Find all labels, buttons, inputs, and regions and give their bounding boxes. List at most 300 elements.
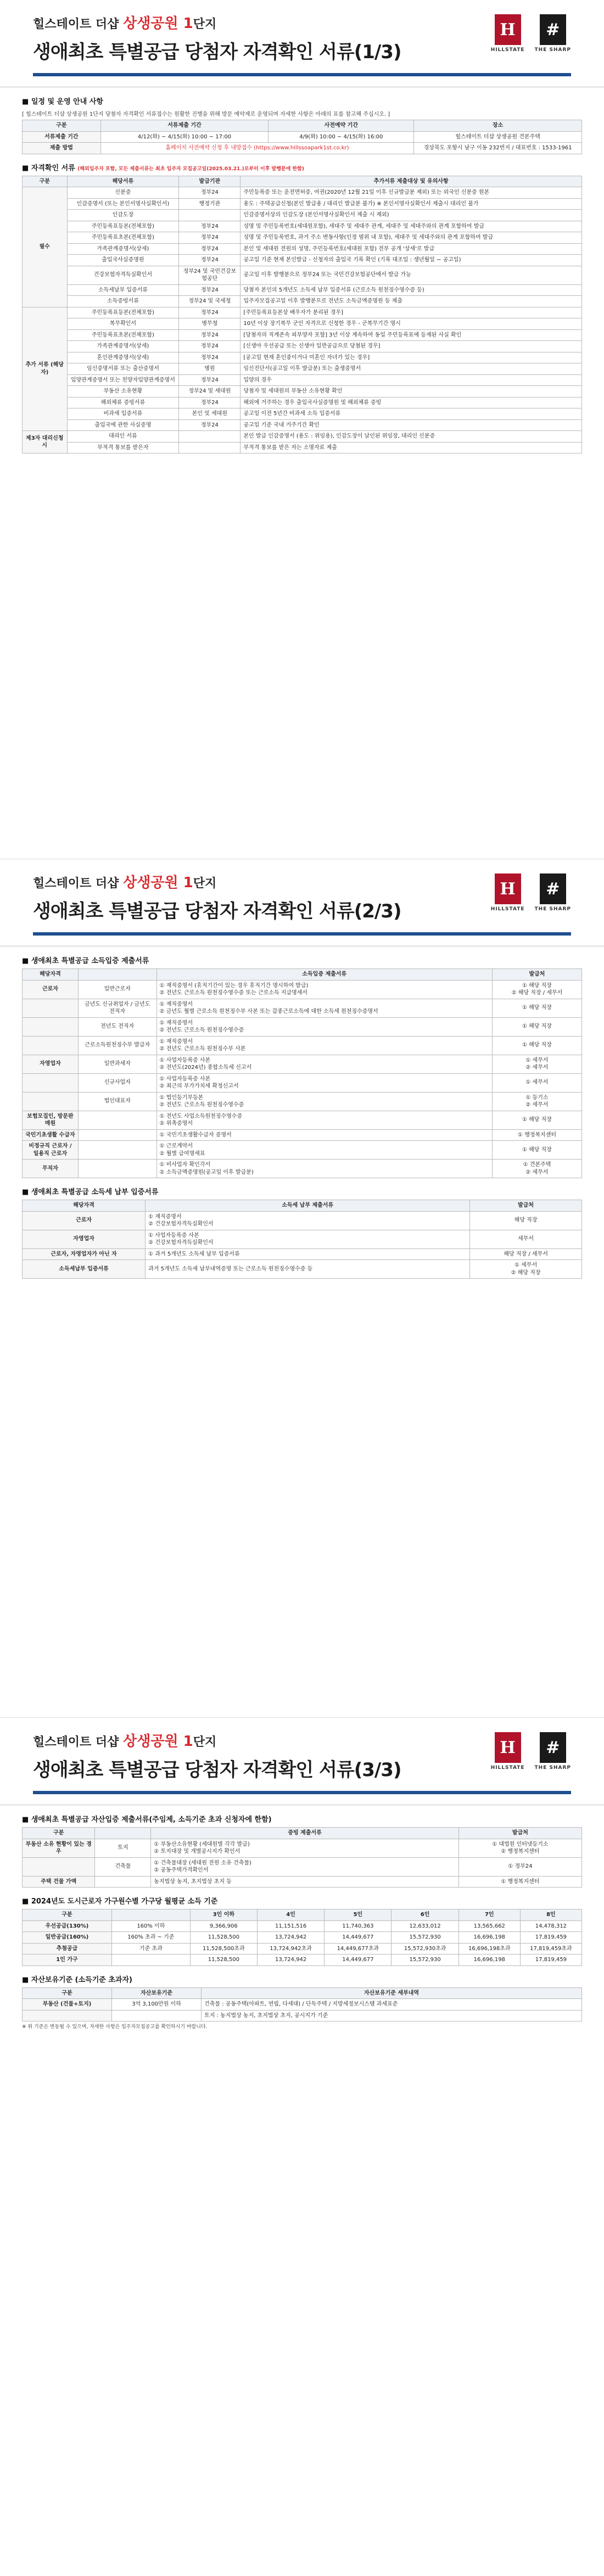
- table-row: [23, 243, 582, 255]
- table-row: [23, 341, 582, 352]
- col-header: 8인: [520, 1909, 581, 1921]
- col-header: 추가서류 제출대상 및 유의사항: [241, 176, 582, 187]
- cell: ① 행정복지센터: [492, 1129, 581, 1141]
- cell: 자영업자: [23, 1230, 146, 1248]
- cell: 공고일 이전 5년간 비과세 소득 입증서류: [241, 408, 582, 420]
- docs-table: [22, 176, 582, 454]
- cell: 13,724,942: [257, 1955, 324, 1966]
- cell: ① 행정복지센터: [458, 1876, 581, 1888]
- cell: 주민등록표초본(전체포함): [67, 329, 179, 341]
- table-row: [23, 1073, 582, 1092]
- table-row: [23, 397, 582, 408]
- table-row: [23, 198, 582, 210]
- header-bar: [33, 932, 571, 936]
- col-header: [112, 1909, 191, 1921]
- cell: 복무확인서: [67, 318, 179, 330]
- col-header: 발급처: [458, 1828, 581, 1839]
- logos: [491, 14, 571, 53]
- cell: 입양의 경우: [241, 374, 582, 386]
- table-row: [23, 386, 582, 397]
- cell: 출입국에 관한 사실증명: [67, 419, 179, 431]
- cell: 4/9(화) 10:00 ~ 4/15(화) 16:00: [269, 131, 414, 143]
- cell: 비정규직 근로자 / 일용직 근로자: [23, 1141, 79, 1160]
- col-header: 발급기관: [179, 176, 241, 187]
- cell: 9,366,906: [190, 1920, 257, 1932]
- cell: 부동산 소유 현황이 있는 경우: [23, 1839, 95, 1857]
- cell: 해당 직장 / 세무서: [470, 1248, 582, 1260]
- asset-criteria-section: [22, 1974, 582, 2031]
- cell: 11,528,500: [190, 1955, 257, 1966]
- group-label: 추가 서류 (해당자): [23, 307, 68, 431]
- table-row: [23, 1141, 582, 1160]
- cell: 신규사업자: [78, 1073, 156, 1092]
- page-header: [0, 859, 604, 947]
- cell: 11,740,363: [325, 1920, 392, 1932]
- cell: 출입국사실증명원: [67, 255, 179, 266]
- asset-criteria-heading: ■ 자산보유기준 (소득기준 초과자): [22, 1974, 582, 1984]
- cell: 공고일 기준 국내 거주기간 확인: [241, 419, 582, 431]
- cell: 보험모집인, 방문판매원: [23, 1111, 79, 1129]
- table-row: [23, 419, 582, 431]
- assets-table: [22, 1827, 582, 1888]
- thesharp-logo: [535, 1732, 571, 1771]
- cell: 임신진단서(공고일 이후 발급분) 또는 출생증명서: [241, 363, 582, 375]
- table-row: [23, 1230, 582, 1248]
- cell: 우선공급(130%): [23, 1920, 112, 1932]
- cell: 금년도 신규취업자 / 금년도 전직자: [78, 999, 156, 1017]
- cell: ① 재직증명서 ② 전년도 근로소득 원천징수영수증: [156, 1017, 492, 1036]
- cell: 공고일 기준 현재 본인발급 - 신청자의 출입국 기록 확인 (기록 대조일 : 생년월일 ~ 공고일): [241, 255, 582, 266]
- cell: ① 해당 직장: [492, 999, 581, 1017]
- cell: [78, 1141, 156, 1160]
- table-row: [23, 143, 582, 154]
- subtitle-post: 단지: [193, 1735, 217, 1749]
- docs-heading-note: (해외입주자 포함, 모든 제출서류는 최초 입주자 모집공고일(2025.03.21.)로부터 이후 발행분에 한함): [77, 166, 304, 172]
- cell: 행정기관: [179, 198, 241, 210]
- page-header: [0, 1718, 604, 1806]
- table-row: [23, 187, 582, 199]
- cell: 신분증: [67, 187, 179, 199]
- cell: ① 해당 직장: [492, 1141, 581, 1160]
- cell: 정부24: [179, 341, 241, 352]
- cell: 12,633,012: [392, 1920, 458, 1932]
- table-row: [23, 1943, 582, 1955]
- hillstate-logo: [491, 873, 525, 912]
- cell: 주민등록증 또는 운전면허증, 여권(2020년 12월 21일 이후 신규발급분 제외) 또는 외국인 신분증 원본: [241, 187, 582, 199]
- cell: 정부24 및 국세청: [179, 296, 241, 307]
- cell: [23, 2010, 112, 2021]
- col-header: 소득입증 제출서류: [156, 969, 492, 981]
- table-row: [23, 131, 582, 143]
- cell: 당첨자 및 세대원의 부동산 소유현황 확인: [241, 386, 582, 397]
- table-row: [23, 1999, 582, 2011]
- cell: 정부24: [179, 187, 241, 199]
- cell: ① 대법원 인터넷등기소 ② 행정복지센터: [458, 1839, 581, 1857]
- cell: 임신증명서류 또는 출산증명서: [67, 363, 179, 375]
- cell: 3억 3,100만원 이하: [112, 1999, 202, 2011]
- col-header: 해당자격: [23, 1200, 146, 1212]
- assets-heading: ■ 생애최초 특별공급 자산입증 제출서류(주임제, 소득기준 초과 신청자에 한함): [22, 1813, 582, 1824]
- cell: 주민등록표초본(전체포함): [67, 232, 179, 244]
- thesharp-caption: THE SHARP: [534, 906, 571, 912]
- table-row: [23, 1248, 582, 1260]
- table-row: [23, 352, 582, 363]
- table-row: [23, 1932, 582, 1944]
- cell: 당첨자 본인의 5개년도 소득세 납부 입증서류 (근로소득 원천징수영수증 등): [241, 284, 582, 296]
- cell: [23, 1017, 79, 1036]
- cell: 14,449,677초과: [325, 1943, 392, 1955]
- cell: 세무서: [470, 1230, 582, 1248]
- table-row: [23, 266, 582, 284]
- cell: 17,819,459초과: [520, 1943, 581, 1955]
- cell: 건축물 : 공동주택(아파트, 연립, 다세대) / 단독주택 / 지방세정보시스템 과세표준: [202, 1999, 582, 2011]
- col-header: 6인: [392, 1909, 458, 1921]
- subtitle-red: 상생공원 1: [123, 875, 193, 891]
- hillstate-caption: HILLSTATE: [490, 1765, 525, 1771]
- schedule-section: [22, 96, 582, 154]
- cell: 건축물: [95, 1857, 151, 1876]
- col-header: 발급처: [492, 969, 581, 981]
- assets-section: [22, 1813, 582, 1888]
- cell: [95, 1876, 151, 1888]
- cell: 16,696,198: [458, 1955, 520, 1966]
- cell: 부동산 (건물+토지): [23, 1999, 112, 2011]
- cell: 용도 : 주택공급신청(본인 발급용 / 대리인 발급분 불가) ※ 본인서명사실확인서 제출시 대리인 불가: [241, 198, 582, 210]
- cell: 4/12(화) ~ 4/15(화) 10:00 ~ 17:00: [100, 131, 269, 143]
- cell: ① 건축물대장 (세대원 전원 소유 건축물) ② 공동주택가격확인서: [151, 1857, 458, 1876]
- cell: [112, 1955, 191, 1966]
- col-header: 구분: [23, 1909, 112, 1921]
- cell: 비과세 입증서류: [67, 408, 179, 420]
- cell: 성명 및 주민등록번호(세대원포함), 세대주 및 세대주 관계, 세대주 및 세대주와의 관계 포함하여 발급: [241, 221, 582, 232]
- cell: 일반공급(160%): [23, 1932, 112, 1944]
- col-header: 발급처: [470, 1200, 582, 1212]
- cell: 공고일 이후 발행분으로 정부24 또는 국민건강보험공단에서 발급 가능: [241, 266, 582, 284]
- cell: [78, 1160, 156, 1178]
- cell: [23, 1857, 95, 1876]
- footnote: ※ 위 기준은 변동될 수 있으며, 자세한 사항은 입주자모집공고를 확인하시기 바랍니다.: [22, 2024, 208, 2030]
- threshold-table: [22, 1909, 582, 1966]
- table-row: [23, 318, 582, 330]
- cell: 인감증명서상의 인감도장 (본인서명사실확인서 제출 시 제외): [241, 210, 582, 221]
- table-row: [23, 374, 582, 386]
- cell: ① 국민기초생활수급자 증명서: [156, 1129, 492, 1141]
- hillstate-caption: HILLSTATE: [490, 47, 525, 53]
- table-row: [23, 442, 582, 453]
- cell: 14,478,312: [520, 1920, 581, 1932]
- cell: 소득세납부 입증서류: [23, 1260, 146, 1279]
- cell: 일반과세자: [78, 1055, 156, 1073]
- subtitle-red: 상생공원 1: [123, 15, 193, 32]
- cell: 정부24: [179, 329, 241, 341]
- cell: ① 해당 직장: [492, 1036, 581, 1055]
- table-row: [23, 1920, 582, 1932]
- cell: 정부24: [179, 221, 241, 232]
- cell: 전년도 전직자: [78, 1017, 156, 1036]
- cell: 법인대표자: [78, 1092, 156, 1111]
- thesharp-mark-icon: #: [540, 1732, 566, 1763]
- page-1: [0, 0, 604, 859]
- asset-criteria-table: [22, 1987, 582, 2022]
- cell: 일반근로자: [78, 980, 156, 999]
- cell: ① 세무서 ② 해당 직장: [470, 1260, 582, 1279]
- cell: ① 과거 5개년도 소득세 납부 입증서류: [146, 1248, 470, 1260]
- thesharp-mark-icon: #: [540, 873, 566, 904]
- hillstate-mark-icon: H: [495, 14, 521, 45]
- cell: [78, 1129, 156, 1141]
- table-row: [23, 1036, 582, 1055]
- hillstate-mark-icon: H: [495, 873, 521, 904]
- cell: 정부24: [179, 307, 241, 318]
- cell: ① 사업자등록증 사본 ② 건강보험자격득실확인서: [146, 1230, 470, 1248]
- table-row: [23, 1857, 582, 1876]
- cell: 무직자: [23, 1160, 79, 1178]
- cell: [112, 2010, 202, 2021]
- table-row: [23, 1955, 582, 1966]
- cell: 혼인관계증명서(상세): [67, 352, 179, 363]
- col-header: 구분: [23, 1828, 95, 1839]
- cell: [23, 1092, 79, 1111]
- table-row: [23, 1260, 582, 1279]
- cell: 주민등록표등본(전체포함): [67, 307, 179, 318]
- cell: 자영업자: [23, 1055, 79, 1073]
- cell: 15,572,930: [392, 1955, 458, 1966]
- schedule-heading: ■ 일정 및 운영 안내 사항: [22, 96, 582, 106]
- cell: 해외에 거주하는 경우 출입국사실증명원 및 해외체류 증빙: [241, 397, 582, 408]
- cell: 추첨공급: [23, 1943, 112, 1955]
- hillstate-logo: [491, 14, 525, 53]
- cell: 근로자, 자영업자가 아닌 자: [23, 1248, 146, 1260]
- thesharp-caption: THE SHARP: [534, 47, 571, 53]
- cell: 본인 및 세대원: [179, 408, 241, 420]
- cell: ① 정부24: [458, 1857, 581, 1876]
- table-row: [23, 1092, 582, 1111]
- page-title: 생애최초 특별공급 당첨자 자격확인 서류(3/3): [33, 1759, 401, 1781]
- cell: 10년 이상 장기복무 군인 자격으로 신청한 경우 - 군복무기간 명시: [241, 318, 582, 330]
- cell: 17,819,459: [520, 1955, 581, 1966]
- group-label: 제3자 대리신청시: [23, 431, 68, 453]
- cell: 가족관계증명서(상세): [67, 341, 179, 352]
- cell: 11,528,500: [190, 1932, 257, 1944]
- subtitle-post: 단지: [193, 877, 217, 891]
- cell: 국민기초생활 수급자: [23, 1129, 79, 1141]
- cell: 정부24 및 세대원: [179, 386, 241, 397]
- table-row: [23, 221, 582, 232]
- table-row: [23, 1839, 582, 1857]
- cell: 소득증빙서류: [67, 296, 179, 307]
- docs-section: [22, 162, 582, 454]
- col-header: 장소: [414, 120, 582, 132]
- subtitle-pre: 힐스테이트 더샵: [33, 877, 124, 891]
- col-header: 자산보유기준 세부내역: [202, 1987, 582, 1999]
- cell: 주민등록표등본(전체포함): [67, 221, 179, 232]
- cell: ① 재직증명서 ② 전년도 근로소득 원천징수부 사본: [156, 1036, 492, 1055]
- cell: 11,528,500초과: [190, 1943, 257, 1955]
- schedule-table: [22, 120, 582, 154]
- cell: 소득세납부 입증서류: [67, 284, 179, 296]
- cell: [신생아 우선공급 또는 신생아 일반공급으로 당첨된 경우]: [241, 341, 582, 352]
- cell: [23, 1073, 79, 1092]
- thesharp-logo: [535, 873, 571, 912]
- cell: 대리인 서류: [67, 431, 179, 443]
- table-row: [23, 363, 582, 375]
- cell: 해외체류 증빙서류: [67, 397, 179, 408]
- col-header: 구분: [23, 1987, 112, 1999]
- cell: 정부24: [179, 284, 241, 296]
- page-3: [0, 1717, 604, 2576]
- cell: 14,449,677: [325, 1955, 392, 1966]
- table-row: [23, 307, 582, 318]
- table-row: [23, 1160, 582, 1178]
- col-header: 해당자격: [23, 969, 79, 981]
- cell: 기준 초과: [112, 1943, 191, 1955]
- cell: 정부24: [179, 419, 241, 431]
- cell: ① 사업자등록증 사본 ② 최근의 부가가치세 확정신고서: [156, 1073, 492, 1092]
- col-header: 5인: [325, 1909, 392, 1921]
- cell: 정부24: [179, 232, 241, 244]
- income-heading: ■ 생애최초 특별공급 소득입증 제출서류: [22, 955, 582, 965]
- cell: 본인 발급 인감증명서 (용도 : 위임용), 인감도장이 날인된 위임장, 대리인 신분증: [241, 431, 582, 443]
- table-row: [23, 1055, 582, 1073]
- cell: 17,819,459: [520, 1932, 581, 1944]
- prev-income-section: [22, 1186, 582, 1279]
- cell: 본인 및 세대원 전원의 성명, 주민등록번호(세대원 포함) 전부 공개 '상세'로 발급: [241, 243, 582, 255]
- cell: 14,449,677: [325, 1932, 392, 1944]
- cell: 16,696,198: [458, 1932, 520, 1944]
- table-row: [23, 329, 582, 341]
- cell: ① 재직증명서 ② 금년도 월별 근로소득 원천징수부 사본 또는 갑종근로소득에 대한 소득세 원천징수증명서: [156, 999, 492, 1017]
- cell: 11,151,516: [257, 1920, 324, 1932]
- logos: [491, 1732, 571, 1771]
- cell: 서류제출 기간: [23, 131, 101, 143]
- thesharp-logo: [535, 14, 571, 53]
- col-header: 증빙 제출서류: [151, 1828, 458, 1839]
- docs-heading: [22, 162, 582, 172]
- subtitle-pre: 힐스테이트 더샵: [33, 1735, 124, 1749]
- cell: ① 세무서: [492, 1073, 581, 1092]
- table-row: [23, 296, 582, 307]
- cell: [주민등록표등본상 배우자가 분리된 경우]: [241, 307, 582, 318]
- subtitle-post: 단지: [193, 18, 217, 31]
- threshold-section: [22, 1895, 582, 1966]
- cell: 1인 가구: [23, 1955, 112, 1966]
- cell: 과거 5개년도 소득세 납부내역증명 또는 근로소득 원천징수영수증 등: [146, 1260, 470, 1279]
- cell: 성명 및 주민등록번호, 과거 주소 변동사항(인정 범위 내 포함), 세대주 및 세대주와의 관계 포함하여 발급: [241, 232, 582, 244]
- cell: 토지: [95, 1839, 151, 1857]
- table-row: [23, 980, 582, 999]
- cell: ① 전년도 사업소득원천징수영수증 ② 위촉증명서: [156, 1111, 492, 1129]
- income-table: [22, 968, 582, 1178]
- subtitle-pre: 힐스테이트 더샵: [33, 18, 124, 31]
- cell: 부적격 통보를 받은 자는 소명자료 제출: [241, 442, 582, 453]
- cell: 건강보험자격득실확인서: [67, 266, 179, 284]
- cell: 입주자모집공고일 이후 발행분으로 전년도 소득금액증명원 등 제출: [241, 296, 582, 307]
- cell: 토지 : 농지법상 농지, 초지법상 초지, 공시지가 기준: [202, 2010, 582, 2021]
- cell: ① 해당 직장: [492, 1111, 581, 1129]
- cell: ① 비사업자 확인각서 ② 소득금액증명원(공고일 이후 발급분): [156, 1160, 492, 1178]
- cell: 홈페이지 사전예약 신청 후 내방접수 (https://www.hillssoapark1st.co.kr): [100, 143, 414, 154]
- cell: 정부24: [179, 352, 241, 363]
- cell: 13,565,662: [458, 1920, 520, 1932]
- cell: [179, 431, 241, 443]
- cell: [78, 1111, 156, 1129]
- cell: 160% 이하: [112, 1920, 191, 1932]
- cell: 주택 건물 가액: [23, 1876, 95, 1888]
- table-row: [23, 1211, 582, 1230]
- prev-income-heading: ■ 생애최초 특별공급 소득세 납부 입증서류: [22, 1186, 582, 1196]
- cell: 인감도장: [67, 210, 179, 221]
- col-header: 7인: [458, 1909, 520, 1921]
- cell: [공고일 현재 혼인중이거나 미혼인 자녀가 있는 경우]: [241, 352, 582, 363]
- table-row: [23, 431, 582, 443]
- cell: [23, 999, 79, 1017]
- schedule-note: [ 힐스테이트 더샵 상생공원 1단지 당첨자 자격확인 서류접수는 원활한 진행을 위해 방문 예약제로 운영되며 자세한 사항은 아래의 표를 참고해 주십시오. ]: [22, 111, 390, 117]
- cell: 정부24: [179, 243, 241, 255]
- col-header: 구분: [23, 120, 101, 132]
- table-row: [23, 408, 582, 420]
- cell: 13,724,942: [257, 1932, 324, 1944]
- cell: [23, 1036, 79, 1055]
- cell: 병무청: [179, 318, 241, 330]
- cell: 해당 직장: [470, 1211, 582, 1230]
- table-row: [23, 232, 582, 244]
- table-row: [23, 284, 582, 296]
- thesharp-caption: THE SHARP: [534, 1765, 571, 1771]
- cell: 부적격 통보를 받은자: [67, 442, 179, 453]
- cell: 농지법상 농지, 초지법상 초지 등: [151, 1876, 458, 1888]
- cell: 가족관계증명서(상세): [67, 243, 179, 255]
- col-header: 서류제출 기간: [100, 120, 269, 132]
- cell: 제출 방법: [23, 143, 101, 154]
- col-header: 자산보유기준: [112, 1987, 202, 1999]
- cell: 입양관계증명서 또는 친양자입양관계증명서: [67, 374, 179, 386]
- cell: 병원: [179, 363, 241, 375]
- col-header: 3인 이하: [190, 1909, 257, 1921]
- col-header: [78, 969, 156, 981]
- cell: ① 세무서 ② 세무서: [492, 1055, 581, 1073]
- cell: [179, 442, 241, 453]
- table-row: [23, 1017, 582, 1036]
- page-title: 생애최초 특별공급 당첨자 자격확인 서류(2/3): [33, 900, 401, 922]
- col-header: 사전예약 기간: [269, 120, 414, 132]
- cell: ① 법인등기부등본 ② 전년도 근로소득 원천징수영수증: [156, 1092, 492, 1111]
- cell: 정부24 및 국민건강보험공단: [179, 266, 241, 284]
- cell: ① 해당 직장 ② 해당 직장 / 세무서: [492, 980, 581, 999]
- cell: 부동산 소유현황: [67, 386, 179, 397]
- table-row: [23, 999, 582, 1017]
- cell: 정부24: [179, 397, 241, 408]
- cell: ① 재직증명서 (휴직기간이 있는 경우 휴직기간 명시하여 발급) ② 전년도 근로소득 원천징수영수증 또는 근로소득 지급명세서: [156, 980, 492, 999]
- cell: 160% 초과 ~ 기준: [112, 1932, 191, 1944]
- header-bar: [33, 73, 571, 76]
- table-row: [23, 2010, 582, 2021]
- cell: ① 부동산소유현황 (세대원별 각각 발급) ② 토지대장 및 개별공시지가 확인서: [151, 1839, 458, 1857]
- hillstate-caption: HILLSTATE: [490, 906, 525, 912]
- cell: 근로자: [23, 1211, 146, 1230]
- cell: 15,572,930: [392, 1932, 458, 1944]
- cell: ① 재직증명서 ② 건강보험자격득실확인서: [146, 1211, 470, 1230]
- page-title: 생애최초 특별공급 당첨자 자격확인 서류(1/3): [33, 41, 401, 63]
- docs-heading-text: 자격확인 서류: [31, 164, 75, 172]
- cell: 정부24: [179, 255, 241, 266]
- prev-income-table: [22, 1200, 582, 1279]
- cell: 인감증명서 (또는 본인서명사실확인서): [67, 198, 179, 210]
- col-header: 해당서류: [67, 176, 179, 187]
- income-section: [22, 955, 582, 1178]
- hillstate-mark-icon: H: [495, 1732, 521, 1763]
- col-header: 4인: [257, 1909, 324, 1921]
- cell: ① 해당 직장: [492, 1017, 581, 1036]
